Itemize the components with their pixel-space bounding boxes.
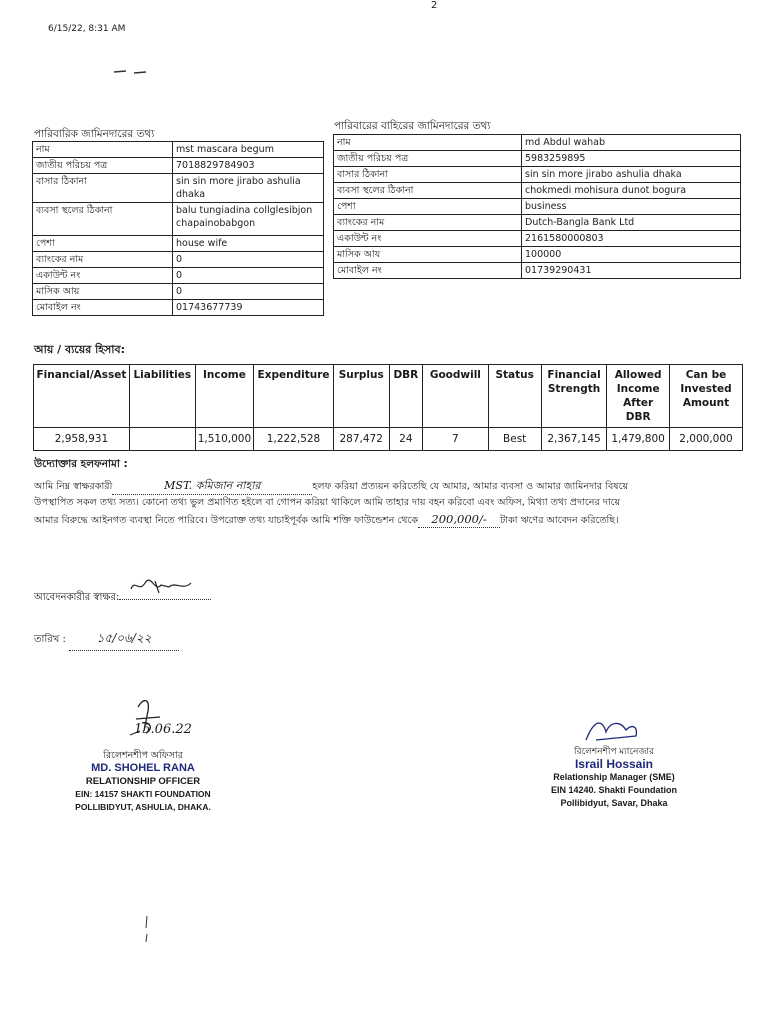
applicant-signature-row [34, 585, 211, 607]
row-value: md Abdul wahab [522, 135, 741, 151]
row-label: জাতীয় পরিচয় পত্র [334, 151, 522, 167]
row-value: house wife [173, 236, 324, 252]
table-row [334, 183, 741, 199]
left-officer-branch: POLLIBIDYUT, ASHULIA, DHAKA. [75, 802, 211, 812]
table-cell: 24 [389, 428, 423, 451]
table-row [33, 158, 324, 174]
row-value: 0 [173, 284, 324, 300]
affidavit-title: উদ্যোক্তার হলফনামা : [34, 458, 128, 470]
table-cell: Best [488, 428, 541, 451]
row-value: sin sin more jirabo ashulia dhaka [173, 174, 324, 203]
column-header: Goodwill [423, 365, 488, 428]
table-cell: 1,222,528 [254, 428, 334, 451]
family-guarantor-title: পারিবারিক জামিনদারের তথ্য [34, 128, 155, 140]
table-row [33, 300, 324, 316]
row-value: chokmedi mohisura dunot bogura [522, 183, 741, 199]
table-cell: 1,479,800 [607, 428, 670, 451]
table-row [33, 142, 324, 158]
outside-guarantor-table [333, 134, 741, 279]
left-officer-ein: EIN: 14157 SHAKTI FOUNDATION [75, 789, 211, 799]
table-row [334, 231, 741, 247]
row-label: বাসার ঠিকানা [334, 167, 522, 183]
column-header: Income [195, 365, 253, 428]
row-label: ব্যবসা স্থলের ঠিকানা [33, 203, 173, 236]
affidavit-line1-suffix: হলফ করিয়া প্রত্যয়ন করিতেছি যে আমার, আমার ব্যবসা ও আমার জামিনদার বিষয়ে [312, 481, 629, 492]
row-label: একাউন্ট নং [334, 231, 522, 247]
table-row [33, 252, 324, 268]
table-row [334, 151, 741, 167]
table-row [33, 174, 324, 203]
pen-mark [112, 66, 152, 72]
table-row [33, 203, 324, 236]
row-label: জাতীয় পরিচয় পত্র [33, 158, 173, 174]
right-officer-branch: Pollibidyut, Savar, Dhaka [560, 798, 668, 808]
row-value: 0 [173, 268, 324, 284]
affidavit-line3-prefix: আমার বিরুদ্ধে আইনগত ব্যবস্থা নিতে পারিবে। উপরোক্ত তথ্য যাচাইপূর্বক আমি শক্তি ফাউন্ডেশন থেকে [34, 515, 419, 526]
table-cell [129, 428, 195, 451]
right-officer-name: Israil Hossain [574, 757, 654, 771]
row-label: মোবাইল নং [334, 263, 522, 279]
row-value: 0 [173, 252, 324, 268]
table-row [334, 167, 741, 183]
row-label: মোবাইল নং [33, 300, 173, 316]
row-value: 5983259895 [522, 151, 741, 167]
handwritten-amount: 200,000/- [418, 511, 500, 528]
row-value: sin sin more jirabo ashulia dhaka [522, 167, 741, 183]
table-row [33, 268, 324, 284]
table-cell: 287,472 [333, 428, 389, 451]
handwritten-name: MST. কমিজান নাহার [112, 478, 312, 495]
row-value: 01739290431 [522, 263, 741, 279]
table-row [334, 135, 741, 151]
left-officer-role: RELATIONSHIP OFFICER [85, 776, 201, 787]
column-header: Status [488, 365, 541, 428]
table-row [334, 263, 741, 279]
row-label: মাসিক আয় [33, 284, 173, 300]
applicant-signature-label: আবেদনকারীর স্বাক্ষর: [34, 592, 120, 603]
column-header: Expenditure [254, 365, 334, 428]
table-row [33, 236, 324, 252]
affidavit-line1-prefix: আমি নিম্ন স্বাক্ষরকারী [34, 481, 113, 492]
row-label: মাসিক আয [334, 247, 522, 263]
affidavit-line-1 [34, 478, 744, 495]
affidavit-text [34, 478, 744, 529]
outside-guarantor-title: পারিবারের বাহিরের জামিনদারের তথ্য [334, 120, 491, 132]
affidavit-line-3 [34, 511, 744, 529]
date-row [34, 630, 179, 651]
row-value: mst mascara begum [173, 142, 324, 158]
right-officer-title-bn: রিলেশনশীপ ম্যানেজার [574, 746, 654, 756]
right-officer-stamp [540, 745, 688, 810]
row-label: ব্যাংকের নাম [33, 252, 173, 268]
date-label: তারিখ : [34, 634, 66, 645]
left-officer-stamp [68, 749, 218, 814]
row-value: balu tungiadina collglesibjon chapainobabgon [173, 203, 324, 236]
left-officer-name: MD. SHOHEL RANA [91, 762, 195, 774]
left-officer-title-bn: রিলেশনশীপ অফিসার [103, 750, 183, 761]
table-row [334, 199, 741, 215]
table-row [33, 284, 324, 300]
income-expense-title: আয় / ব্যয়ের হিসাব: [34, 343, 125, 356]
page-number: 2 [431, 0, 438, 11]
pen-mark [142, 914, 152, 947]
table-cell: 2,958,931 [34, 428, 130, 451]
table-cell: 1,510,000 [195, 428, 253, 451]
right-officer-ein: EIN 14240. Shakti Foundation [550, 785, 678, 795]
right-officer-role: Relationship Manager (SME) [553, 772, 675, 782]
income-expense-table [33, 364, 743, 451]
table-row [334, 247, 741, 263]
column-header: Allowed Income After DBR [607, 365, 670, 428]
column-header: DBR [389, 365, 423, 428]
row-value: 7018829784903 [173, 158, 324, 174]
row-label: পেশা [33, 236, 173, 252]
left-officer-date: 15.06.22 [134, 722, 192, 737]
row-value: 2161580000803 [522, 231, 741, 247]
column-header: Can be Invested Amount [669, 365, 742, 428]
column-header: Financial Strength [541, 365, 606, 428]
row-label: নাম [334, 135, 522, 151]
affidavit-line3-suffix: টাকা ঋণের আবেদন করিতেছি। [500, 515, 619, 526]
handwritten-date: ১৫/০৬/২২ [69, 630, 179, 651]
row-label: বাসার ঠিকানা [33, 174, 173, 203]
row-label: পেশা [334, 199, 522, 215]
table-cell: 2,000,000 [669, 428, 742, 451]
table-cell: 7 [423, 428, 488, 451]
row-value: Dutch-Bangla Bank Ltd [522, 215, 741, 231]
table-row [334, 215, 741, 231]
row-label: একাউন্ট নং [33, 268, 173, 284]
column-header: Financial/Asset [34, 365, 130, 428]
print-timestamp: 6/15/22, 8:31 AM [48, 24, 126, 34]
row-value: 100000 [522, 247, 741, 263]
family-guarantor-table [32, 141, 324, 316]
row-value: business [522, 199, 741, 215]
column-header: Surplus [333, 365, 389, 428]
row-label: ব্যাংকের নাম [334, 215, 522, 231]
applicant-signature [119, 585, 211, 600]
row-label: ব্যবসা স্থলের ঠিকানা [334, 183, 522, 199]
affidavit-line-2: উপস্থাপিত সকল তথ্য সত্য। কোনো তথ্য ভুল প্রমাণিত হইলে বা গোপন করিয়া থাকিলে আমি তাহার দায় বহন করিবো এবং অফিস, মিথ্যা তথ্য প্রদানের দায়ে [34, 497, 621, 508]
row-label: নাম [33, 142, 173, 158]
table-cell: 2,367,145 [541, 428, 606, 451]
column-header: Liabilities [129, 365, 195, 428]
row-value: 01743677739 [173, 300, 324, 316]
